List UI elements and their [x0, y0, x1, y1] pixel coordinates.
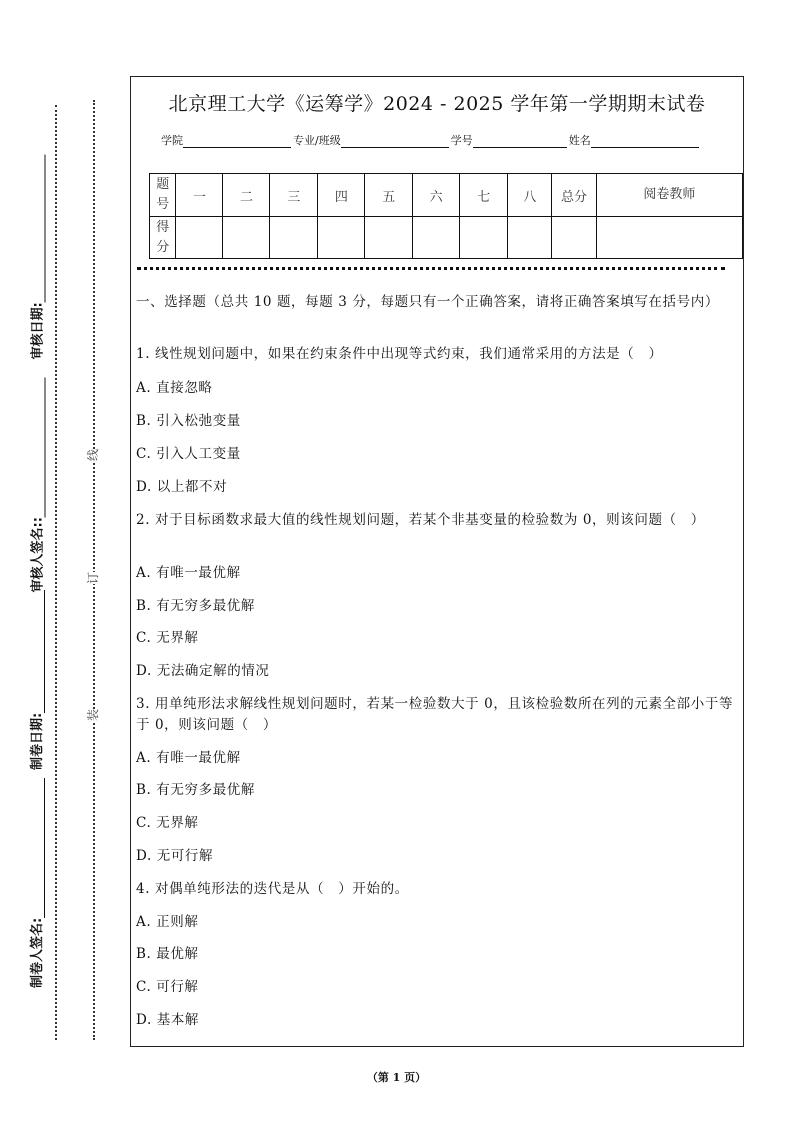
review-date-field	[29, 155, 49, 360]
score-table-score-row	[150, 217, 743, 259]
compile-date-line	[44, 590, 45, 713]
dotted-separator	[137, 267, 725, 270]
binding-char-xian: 线	[86, 448, 101, 462]
compiler-signature-label: 制卷人签名:	[30, 917, 45, 988]
exam-page-frame	[130, 76, 744, 1047]
option: D. 无法确定解的情况	[136, 663, 270, 679]
binding-char-zhuang: 装	[86, 708, 101, 722]
college-input[interactable]	[183, 135, 291, 148]
compiler-signature-field	[28, 778, 48, 988]
name-input[interactable]	[591, 135, 699, 148]
question-stem: 1. 线性规划问题中，如果在约束条件中出现等式约束，我们通常采用的方法是（ ）	[136, 346, 663, 362]
option: D. 无可行解	[136, 848, 214, 864]
col-header: 二	[223, 174, 270, 217]
col-header: 三	[270, 174, 318, 217]
page-number: （第 1 页）	[366, 1071, 427, 1084]
compiler-signature-line	[44, 778, 45, 918]
option: B. 有无穷多最优解	[136, 598, 256, 614]
option: C. 可行解	[136, 979, 199, 995]
binding-char-ding: 订	[86, 571, 101, 585]
score-cell[interactable]	[223, 217, 270, 259]
review-date-line	[45, 155, 46, 303]
col-header: 总分	[552, 174, 596, 217]
col-header: 五	[365, 174, 413, 217]
col-header: 七	[460, 174, 508, 217]
score-cell[interactable]	[508, 217, 552, 259]
score-cell[interactable]	[365, 217, 413, 259]
score-cell[interactable]	[318, 217, 365, 259]
option: C. 无界解	[136, 630, 199, 646]
major-class-label: 专业/班级	[293, 134, 341, 147]
reviewer-signature-label: 审核人签名::	[30, 517, 46, 593]
score-cell[interactable]	[596, 217, 742, 259]
col-header: 一	[176, 174, 223, 217]
score-cell[interactable]	[552, 217, 596, 259]
question-stem: 4. 对偶单纯形法的迭代是从（ ）开始的。	[136, 881, 409, 897]
option: A. 直接忽略	[136, 380, 213, 396]
review-date-label: 审核日期:	[30, 302, 46, 360]
option: C. 无界解	[136, 815, 199, 831]
col-header: 阅卷教师	[596, 174, 742, 217]
score-cell[interactable]	[270, 217, 318, 259]
major-class-input[interactable]	[341, 135, 449, 148]
option: A. 正则解	[136, 914, 199, 930]
option: C. 引入人工变量	[136, 446, 241, 462]
option: B. 最优解	[136, 946, 199, 962]
option: D. 基本解	[136, 1012, 200, 1028]
question-stem: 2. 对于目标函数求最大值的线性规划问题，若某个非基变量的检验数为 0，则该问题（ ）	[136, 512, 705, 528]
score-cell[interactable]	[460, 217, 508, 259]
option: A. 有唯一最优解	[136, 750, 241, 766]
col-header: 六	[413, 174, 460, 217]
option: D. 以上都不对	[136, 479, 228, 495]
option: B. 有无穷多最优解	[136, 782, 256, 798]
binding-dotted-line-outer	[55, 105, 57, 1040]
section-heading: 一、选择题（总共 10 题，每题 3 分，每题只有一个正确答案，请将正确答案填写在括号内）	[136, 294, 719, 310]
binding-dotted-line-inner	[93, 100, 95, 1040]
name-label: 姓名	[568, 134, 591, 147]
score-cell[interactable]	[176, 217, 223, 259]
row-label-score: 得分	[150, 217, 176, 259]
compile-date-label: 制卷日期:	[30, 712, 45, 770]
reviewer-signature-field	[29, 378, 49, 593]
question-stem: 3. 用单纯形法求解线性规划问题时，若某一检验数大于 0，且该检验数所在列的元素全部小于等于 0，则该问题（ ）	[136, 696, 734, 733]
college-label: 学院	[161, 134, 183, 147]
student-info-row	[161, 132, 701, 148]
col-header: 四	[318, 174, 365, 217]
score-table-header-row	[150, 174, 743, 217]
compile-date-field	[28, 590, 48, 770]
student-id-input[interactable]	[473, 135, 567, 148]
student-id-label: 学号	[450, 134, 473, 147]
row-label-question-number: 题号	[150, 174, 176, 217]
exam-title: 北京理工大学《运筹学》2024 - 2025 学年第一学期期末试卷	[168, 93, 706, 115]
col-header: 八	[508, 174, 552, 217]
score-cell[interactable]	[413, 217, 460, 259]
reviewer-signature-line	[45, 378, 46, 518]
option: B. 引入松弛变量	[136, 413, 241, 429]
score-table	[149, 173, 743, 259]
option: A. 有唯一最优解	[136, 565, 241, 581]
